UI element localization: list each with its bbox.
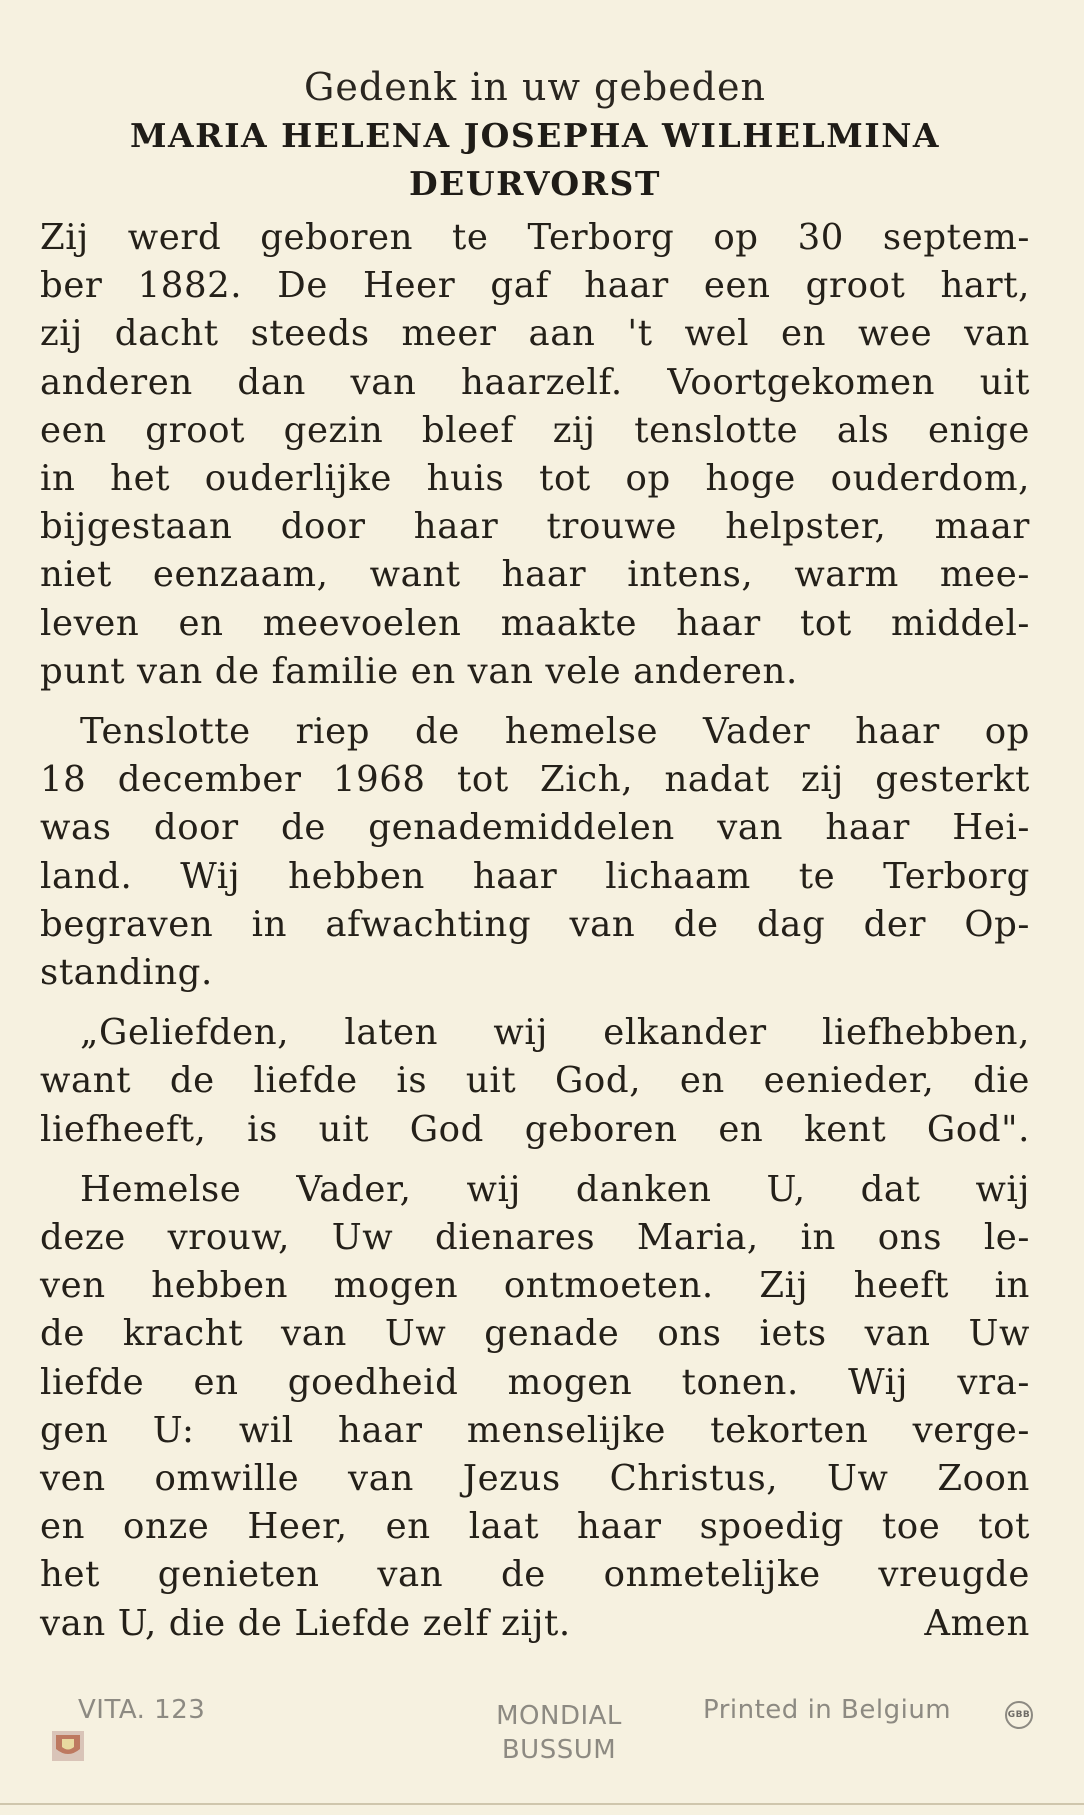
text-line: gen U: wil haar menselijke tekorten verge- [40, 1409, 1030, 1451]
printed-in: Printed in Belgium [703, 1695, 952, 1725]
text-line: Hemelse Vader, wij danken U, dat wij [80, 1168, 1030, 1210]
text-line: leven en meevoelen maakte haar tot middel- [40, 602, 1030, 644]
text-line: anderen dan van haarzelf. Voortgekomen uit [40, 361, 1030, 403]
text-line: een groot gezin bleef zij tenslotte als enige [40, 409, 1030, 451]
publisher [484, 1699, 634, 1767]
text-line: in het ouderlijke huis tot op hoge ouderdom, [40, 458, 1030, 500]
name-line-1: MARIA HELENA JOSEPHA WILHELMINA [130, 116, 940, 155]
text-line: 18 december 1968 tot Zich, nadat zij gesterkt [40, 759, 1030, 801]
paragraph-2 [40, 708, 1030, 997]
publisher-city: BUSSUM [501, 1735, 617, 1765]
text-line: bijgestaan door haar trouwe helpster, maar [40, 506, 1030, 548]
text-line: het genieten van de onmetelijke vreugde [40, 1554, 1030, 1596]
text-line: niet eenzaam, want haar intens, warm mee- [40, 554, 1030, 596]
text-line: ber 1882. De Heer gaf haar een groot hart, [40, 265, 1030, 307]
text-line: „Geliefden, laten wij elkander liefhebben, [80, 1012, 1030, 1054]
paragraph-1 [40, 214, 1030, 696]
amen: Amen [924, 1602, 1030, 1644]
heading: Gedenk in uw gebeden [304, 65, 766, 109]
closing-text: van U, die de Liefde zelf zijt. [40, 1602, 571, 1644]
text-line: was door de genademiddelen van haar Hei- [40, 807, 1030, 849]
card-edge [0, 1803, 1084, 1805]
text-line: land. Wij hebben haar lichaam te Terborg [40, 855, 1030, 897]
crest-icon [48, 1727, 88, 1765]
text-line: de kracht van Uw genade ons iets van Uw [40, 1313, 1030, 1355]
printer-badge: GBB [1005, 1701, 1033, 1729]
text-line: begraven in afwachting van de dag der Op- [40, 903, 1030, 945]
text-line: punt van de familie en van vele anderen. [40, 650, 798, 692]
paragraph-3-quote [40, 1009, 1030, 1154]
closing-line [40, 1600, 1030, 1648]
text-line: liefheeft, is uit God geboren en kent God". [40, 1108, 1030, 1150]
text-line: standing. [40, 952, 213, 994]
text-line: ven hebben mogen ontmoeten. Zij heeft in [40, 1265, 1030, 1307]
vita-number: VITA. 123 [78, 1695, 206, 1725]
text-line: Zij werd geboren te Terborg op 30 septem- [40, 217, 1030, 258]
printer-footer [0, 1695, 1084, 1785]
text-line: deze vrouw, Uw dienares Maria, in ons le- [40, 1217, 1030, 1259]
text-line: liefde en goedheid mogen tonen. Wij vra- [40, 1361, 1030, 1403]
text-line: en onze Heer, en laat haar spoedig toe tot [40, 1506, 1030, 1548]
text-line: ven omwille van Jezus Christus, Uw Zoon [40, 1458, 1030, 1500]
paragraph-4-prayer [40, 1166, 1030, 1648]
card-content [40, 62, 1030, 1660]
text-line: Tenslotte riep de hemelse Vader haar op [80, 711, 1030, 753]
text-line: zij dacht steeds meer aan 't wel en wee van [40, 313, 1030, 355]
name-line-2: DEURVORST [409, 164, 661, 203]
text-line: want de liefde is uit God, en eenieder, die [40, 1060, 1030, 1102]
publisher-name: MONDIAL [496, 1701, 622, 1731]
